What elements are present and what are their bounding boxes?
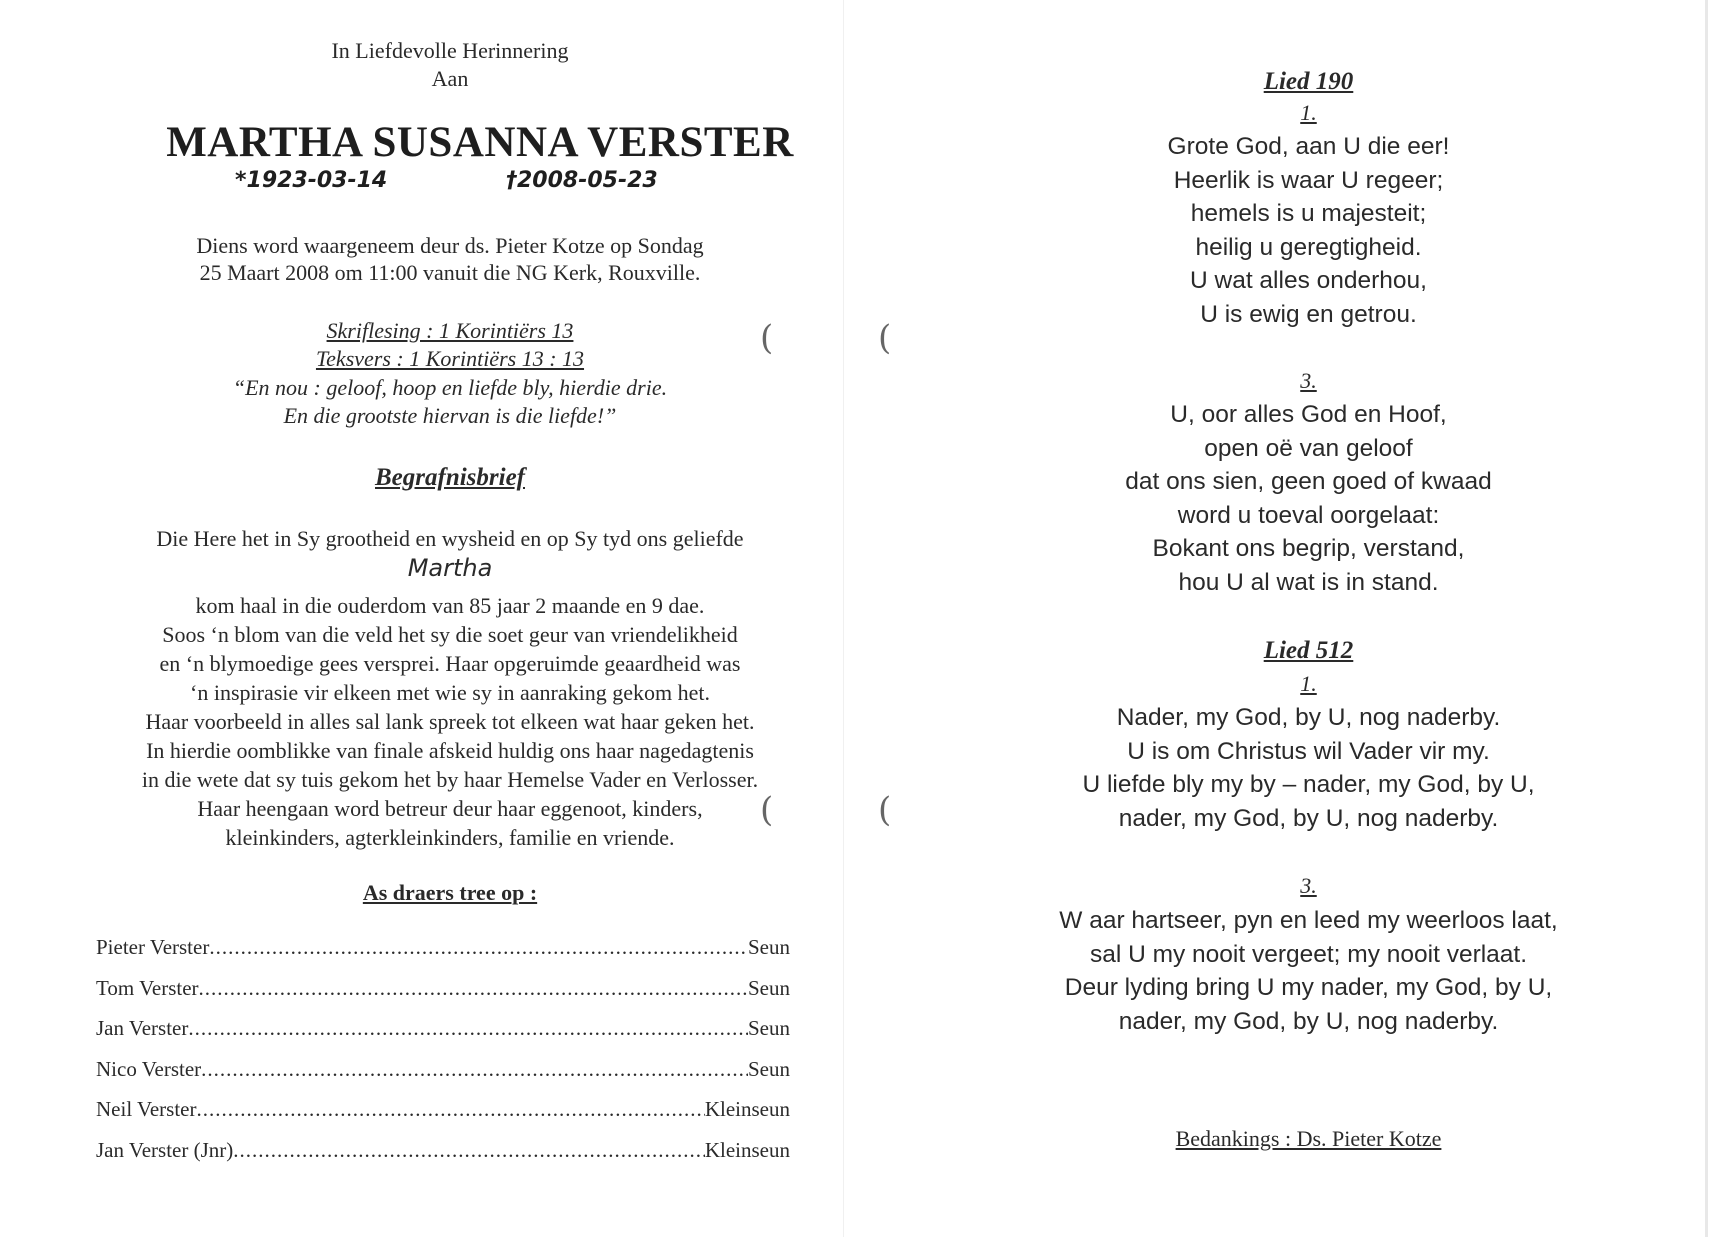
verse-line: heilig u geregtigheid. [1195,233,1422,261]
letter-line: kleinkinders, agterkleinkinders, familie en vriende. [225,825,675,850]
handwritten-name: Martha [407,554,493,582]
intro-line-1: In Liefdevolle Herinnering [331,38,569,63]
bearer-row [96,1057,790,1082]
intro-line-2: Aan [431,66,469,91]
letter-line: kom haal in die ouderdom van 85 jaar 2 maande en 9 dae. [195,593,705,618]
leader-dots [201,1057,748,1082]
deceased-name: MARTHA SUSANNA VERSTER [166,119,794,166]
bearer-name: Pieter Verster [96,935,210,959]
verse-line: Grote God, aan U die eer! [1167,133,1450,160]
letter-line: In hierdie oomblikke van finale afskeid huldig ons haar nagedagtenis [146,738,754,763]
bearer-row [96,935,790,960]
verse-number: 1. [1300,100,1317,125]
scripture-reading: Skriflesing : 1 Korintiërs 13 [326,318,574,343]
bearers-heading: As draers tree op : [362,880,538,905]
binding-hole-mark: ( [760,318,774,358]
bearer-name: Nico Verster [96,1056,202,1081]
bearer-row [96,976,790,1001]
bearer-relation: Seun [748,1016,790,1040]
verse-line: U wat alles onderhou, [1190,267,1427,294]
bearer-relation: Kleinseun [704,1097,790,1121]
verse-line: open oë van geloof [1204,434,1413,462]
bearer-relation: Seun [748,935,790,959]
thanks: Bedankings : Ds. Pieter Kotze [1175,1126,1442,1151]
letter-line: Haar voorbeeld in alles sal lank spreek tot elkeen wat haar geken het. [145,709,755,734]
verse-number: 1. [1300,671,1317,696]
verse-line: Deur lyding bring U my nader, my God, by U, [1064,974,1553,1001]
binding-hole-mark: ( [878,318,892,358]
letter-heading: Begrafnisbrief [375,464,525,491]
verse-line: nader, my God, by U, nog naderby. [1118,1007,1499,1035]
letter-line: ‘n inspirasie vir elkeen met wie sy in aanraking gekom het. [190,680,710,705]
verse-line: U liefde bly my by – nader, my God, by U, [1082,771,1535,798]
verse-line: dat ons sien, geen goed of kwaad [1125,468,1492,495]
letter-line: Haar heengaan word betreur deur haar eggenoot, kinders, [197,796,703,821]
birth-date: *1923-03-14 [235,168,388,193]
leader-dots [188,1016,748,1041]
service-line-2: 25 Maart 2008 om 11:00 vanuit die NG Kerk, Rouxville. [199,260,701,285]
bearer-relation: Seun [748,1056,790,1081]
verse-number: 3. [1300,873,1317,898]
verse-line: Bokant ons begrip, verstand, [1152,535,1465,562]
hymn-title: Lied 190 [1263,68,1354,95]
verse-line: Heerlik is waar U regeer; [1173,166,1444,194]
letter-line: en ‘n blymoedige gees versprei. Haar opgeruimde geaardheid was [159,651,741,676]
binding-hole-mark: ( [760,790,774,830]
bearer-row [96,1138,790,1163]
letter-line: in die wete dat sy tuis gekom het by haar Hemelse Vader en Verlosser. [141,767,759,792]
quote-line-2: En die grootste hiervan is die liefde!” [283,403,617,428]
verse-line: nader, my God, by U, nog naderby. [1118,804,1499,832]
verse-line: U is om Christus wil Vader vir my. [1127,737,1490,765]
verse-line: word u toeval oorgelaat: [1177,501,1440,529]
leader-dots [199,976,748,1001]
verse-line: U, oor alles God en Hoof, [1170,401,1447,428]
bearer-name: Tom Verster [96,975,199,1000]
hymn-title: Lied 512 [1263,637,1354,664]
leader-dots [209,935,748,960]
verse-line: hou U al wat is in stand. [1178,568,1439,596]
bearer-row [96,1016,790,1041]
verse-line: sal U my nooit vergeet; my nooit verlaat. [1089,940,1528,968]
right-page [900,0,1717,1237]
bearer-name: Neil Verster [96,1097,197,1121]
verse-line: Nader, my God, by U, nog naderby. [1116,704,1501,731]
leader-dots [197,1097,705,1122]
bearer-name: Jan Verster [96,1016,189,1040]
bearer-relation: Seun [748,975,790,1000]
letter-opening: Die Here het in Sy grootheid en wysheid en op Sy tyd ons geliefde [156,526,744,551]
binding-hole-mark: ( [878,790,892,830]
death-date: †2008-05-23 [506,168,658,193]
verse-number: 3. [1300,368,1317,393]
bearer-relation: Kleinseun [704,1137,790,1162]
text-verse: Teksvers : 1 Korintiërs 13 : 13 [315,346,585,371]
quote-line-1: “En nou : geloof, hoop en liefde bly, hierdie drie. [232,375,668,400]
verse-line: W aar hartseer, pyn en leed my weerloos laat, [1059,907,1558,934]
service-line-1: Diens word waargeneem deur ds. Pieter Kotze op Sondag [196,233,704,258]
leader-dots [233,1138,705,1163]
letter-line: Soos ‘n blom van die veld het sy die soet geur van vriendelikheid [162,622,738,647]
bearer-row [96,1097,790,1122]
verse-line: hemels is u majesteit; [1190,200,1427,227]
bearer-name: Jan Verster (Jnr) [96,1137,234,1162]
verse-line: U is ewig en getrou. [1200,300,1417,328]
